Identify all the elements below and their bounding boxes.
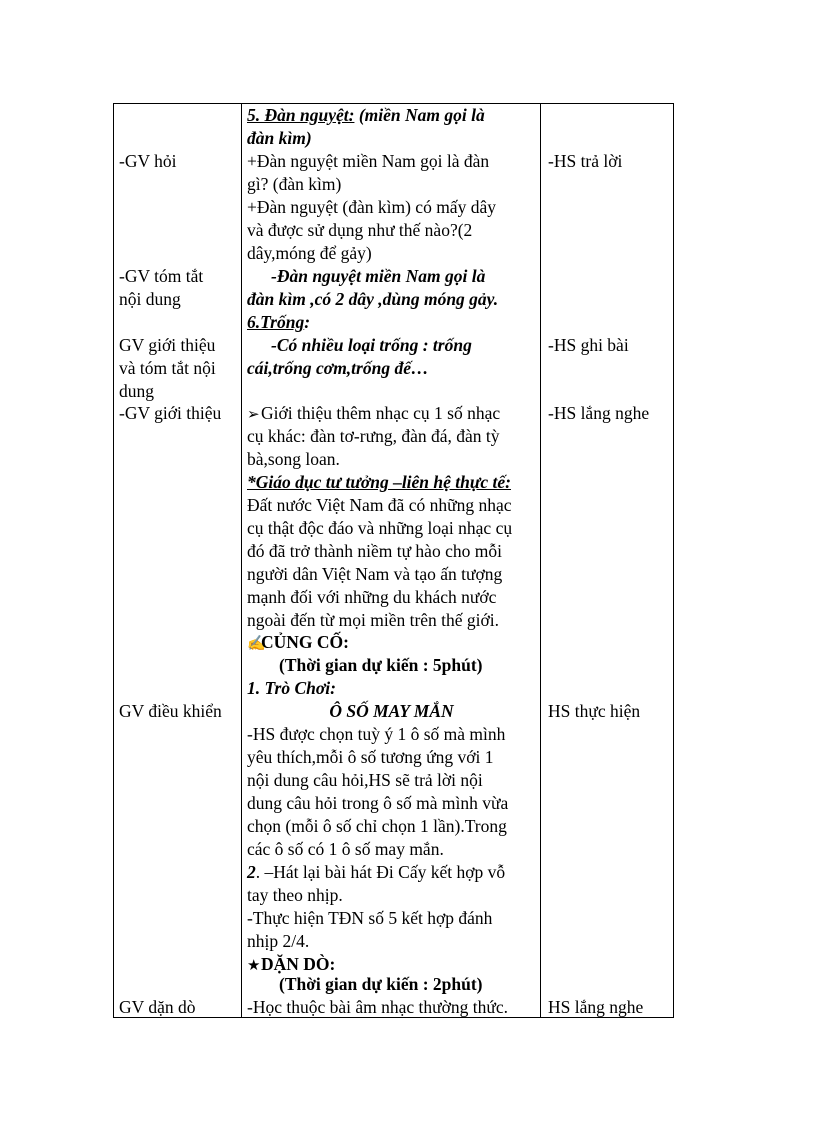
consolidate-title (247, 631, 349, 656)
section-5-title-cont: đàn kìm) (247, 128, 312, 148)
homework-line: -Học thuộc bài âm nhạc thường thức. (247, 997, 508, 1017)
tdn-line: nhịp 2/4. (247, 931, 310, 951)
question-line: và được sử dụng như thế nào?(2 (247, 220, 473, 240)
game-line: dung câu hỏi trong ô số mà mình vừa (247, 793, 509, 813)
intro-line: cụ khác: đàn tơ-rưng, đàn đá, đàn tỳ (247, 426, 500, 446)
star-icon: ★ (247, 958, 261, 974)
intro-text: Giới thiệu thêm nhạc cụ 1 số nhạc (261, 403, 501, 423)
teacher-text: -GV giới thiệu (119, 403, 222, 423)
teacher-text: -GV tóm tắt (119, 266, 204, 286)
item-2-line (247, 861, 505, 884)
summary-line: đàn kìm ,có 2 dây ,dùng móng gảy. (247, 289, 499, 309)
section-5-note: (miền Nam gọi là (354, 105, 485, 125)
section-5-heading: 5. Đàn nguyệt: (247, 105, 355, 125)
student-text: HS lắng nghe (548, 997, 644, 1017)
drum-line: cái,trống cơm,trống đế… (247, 358, 429, 378)
student-text: -HS trả lời (548, 151, 623, 171)
teacher-text: dung (119, 381, 154, 401)
education-line: đó đã trở thành niềm tự hào cho mỗi (247, 541, 502, 561)
content-column (242, 104, 541, 1018)
table-row (114, 104, 674, 1018)
teacher-activity-column (114, 104, 242, 1018)
section-6-colon: : (304, 312, 311, 332)
summary-line: -Đàn nguyệt miền Nam gọi là (271, 266, 486, 286)
arrow-bullet-icon: ➢ (247, 407, 260, 423)
item-2-line: tay theo nhịp. (247, 885, 343, 905)
education-line: người dân Việt Nam và tạo ấn tượng (247, 564, 503, 584)
writing-hand-icon: ✍ (247, 636, 266, 652)
question-line: dây,móng để gảy) (247, 243, 372, 263)
game-line: yêu thích,mỗi ô số tương ứng với 1 (247, 747, 494, 767)
education-line: ngoài đến từ mọi miền trên thế giới. (247, 610, 500, 630)
intro-line: bà,song loan. (247, 449, 340, 469)
item-2-text: . –Hát lại bài hát Đi Cấy kết hợp vỗ (255, 862, 506, 882)
teacher-text: GV giới thiệu (119, 335, 216, 355)
game-line: nội dung câu hỏi,HS sẽ trả lời nội (247, 770, 483, 790)
student-text: HS thực hiện (548, 701, 641, 721)
question-line: +Đàn nguyệt miền Nam gọi là đàn (247, 151, 490, 171)
student-text: -HS lắng nghe (548, 403, 650, 423)
education-line: Đất nước Việt Nam đã có những nhạc (247, 495, 512, 515)
homework-label: DẶN DÒ: (261, 954, 336, 974)
question-line: +Đàn nguyệt (đàn kìm) có mấy dây (247, 197, 496, 217)
intro-line (247, 402, 500, 427)
game-line: chọn (mỗi ô số chỉ chọn 1 lần).Trong (247, 816, 507, 836)
teacher-text: nội dung (119, 289, 181, 309)
education-line: mạnh đối với những du khách nước (247, 587, 497, 607)
education-line: cụ thật độc đáo và những loại nhạc cụ (247, 518, 513, 538)
student-activity-column (541, 104, 674, 1018)
student-text: -HS ghi bài (548, 335, 629, 355)
teacher-text: -GV hỏi (119, 151, 177, 171)
game-line: -HS được chọn tuỳ ý 1 ô số mà mình (247, 724, 506, 744)
tdn-line: -Thực hiện TĐN số 5 kết hợp đánh (247, 908, 493, 928)
lesson-plan-table (113, 103, 674, 1018)
game-name: Ô SỐ MAY MẮN (329, 701, 454, 721)
teacher-text: GV điều khiển (119, 701, 222, 721)
section-6-heading: 6.Trống (247, 312, 305, 332)
education-title: *Giáo dục tư tưởng –liên hệ thực tế: (247, 472, 511, 492)
teacher-text: GV dặn dò (119, 997, 196, 1017)
game-line: các ô số có 1 ô số may mắn. (247, 839, 444, 859)
drum-line: -Có nhiều loại trống : trống (271, 335, 472, 355)
consolidate-label: CỦNG CỐ: (261, 632, 349, 652)
game-title: 1. Trò Chơi: (247, 678, 336, 698)
question-line: gì? (đàn kìm) (247, 174, 342, 194)
consolidate-time: (Thời gian dự kiến : 5phút) (279, 655, 483, 675)
teacher-text: và tóm tắt nội (119, 358, 216, 378)
section-5-title (247, 104, 485, 127)
homework-time: (Thời gian dự kiến : 2phút) (279, 974, 483, 994)
section-6-title (247, 311, 310, 334)
item-2-number: 2 (247, 862, 256, 882)
